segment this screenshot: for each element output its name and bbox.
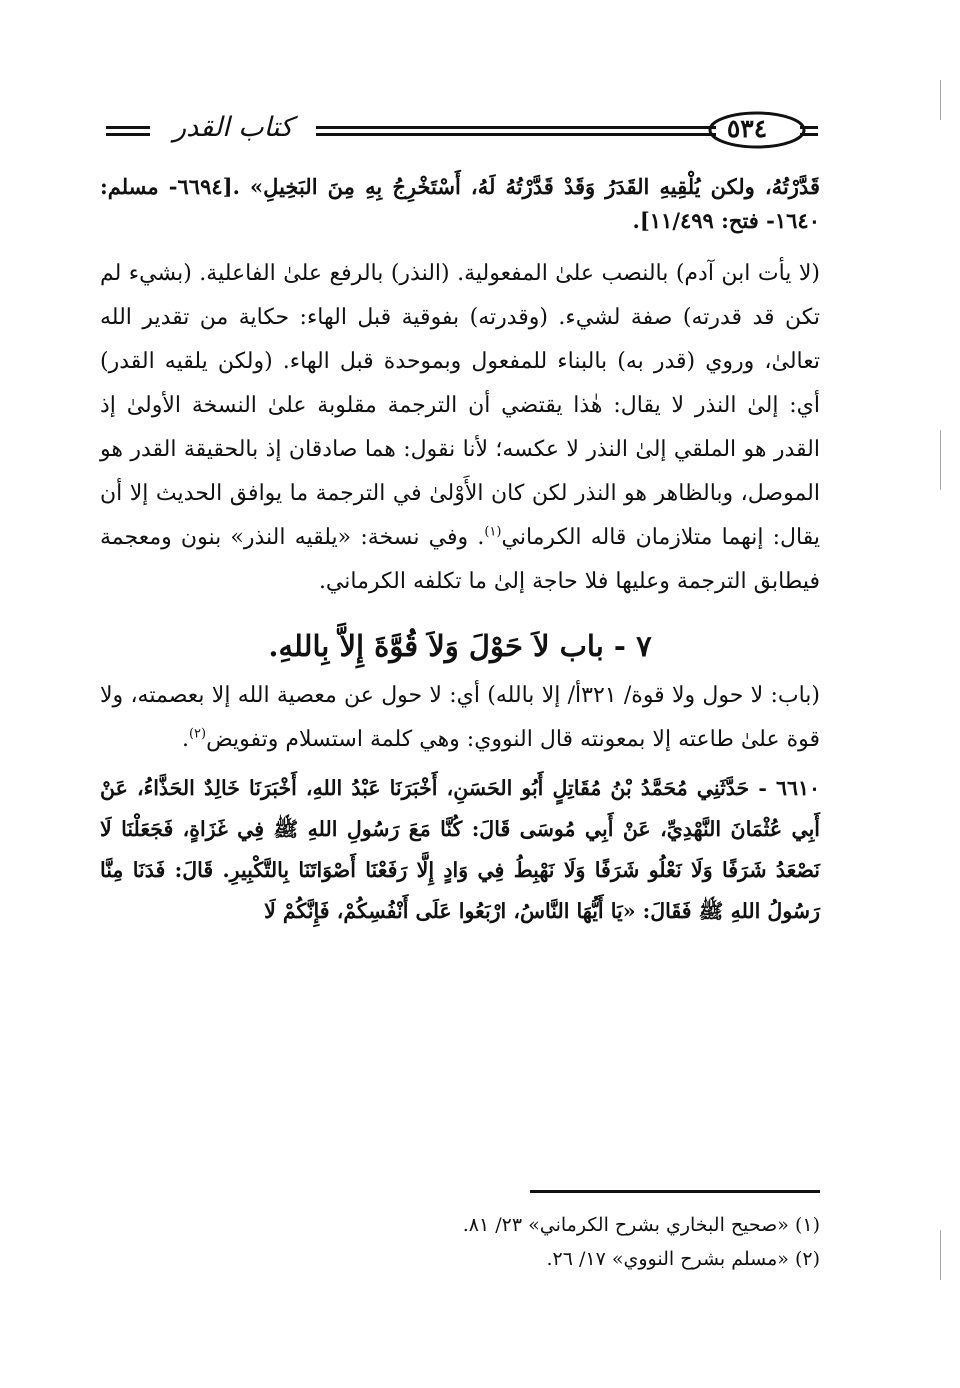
chapter-heading: ٧ - باب لاَ حَوْلَ وَلاَ قُوَّةَ إِلاَّ بِاللهِ. — [268, 629, 652, 663]
commentary-text: (لا يأت ابن آدم) بالنصب علىٰ المفعولية. (النذر) بالرفع علىٰ الفاعلية. (بشيء لم تكن قد قدرته) صفة لشيء. (وقدرته) بفوقية قبل الهاء: حكاية من تقدير الله تعالىٰ، وروي (قدر به) بالبناء للمفعول وبموحدة قبل الهاء. (ولكن يلقيه القدر) أي: إلىٰ النذر لا يقال: هٰذا يقتضي أن الترجمة مقلوبة علىٰ النسخة الأولىٰ إذ القدر هو الملقي إلىٰ النذر لا عكسه؛ لأنا نقول: هما صادقان إذ بالحقيقة القدر هو الموصل، وبالظاهر هو النذر لكن كان الأَوْلىٰ في الترجمة ما يوافق الحديث إلا أن يقال: إنهما متلازمان قاله الكرماني — [100, 261, 820, 550]
footnote-ref: (٢) — [188, 726, 207, 742]
footnote-divider — [530, 1190, 820, 1193]
chapter-commentary — [100, 674, 820, 762]
scan-edge-mark — [940, 80, 941, 120]
footnote-ref: (١) — [484, 524, 502, 540]
footnotes — [100, 1208, 820, 1276]
chapter-commentary-end: . — [181, 727, 189, 752]
scan-edge-mark — [940, 430, 941, 490]
chapter-commentary-text: (باب: لا حول ولا قوة/ ٣٢١أ/ إلا بالله) أي: لا حول عن معصية الله إلا بعصمته، ولا قوة علىٰ طاعته إلا بمعونته قال النووي: وهي كلمة استسلام وتفويض — [100, 683, 820, 752]
footnote-item: (١) «صحيح البخاري بشرح الكرماني» ٢٣/ ٨١. — [462, 1214, 820, 1236]
scan-edge-mark — [940, 1230, 941, 1280]
commentary-paragraph — [100, 252, 820, 604]
page-number: ٥٣٤ — [726, 114, 768, 143]
page-header — [100, 108, 820, 152]
book-title: كتاب القدر — [150, 108, 316, 148]
commentary-text-end: . وفي نسخة: «يلقيه النذر» بنون ومعجمة فيطابق الترجمة وعليها فلا حاجة إلىٰ ما تكلفه الكرماني. — [100, 525, 820, 594]
footnote-item: (٢) «مسلم بشرح النووي» ١٧/ ٢٦. — [546, 1248, 820, 1270]
hadith-text: ٦٦١٠ - حَدَّثَنِي مُحَمَّدُ بْنُ مُقَاتِلٍ أَبُو الحَسَنِ، أَخْبَرَنَا عَبْدُ اللهِ، أَخْبَرَنَا خَالِدٌ الحَذَّاءُ، عَنْ أَبِي عُثْمَانَ النَّهْدِيِّ، عَنْ أَبِي مُوسَى قَالَ: كُنَّا مَعَ رَسُولِ اللهِ ﷺ فِي غَزَاةٍ، فَجَعَلْنَا لَا نَصْعَدُ شَرَفًا وَلَا نَعْلُو شَرَفًا وَلَا نَهْبِطُ فِي وَادٍ إِلَّا رَفَعْنَا أَصْوَاتَنَا بِالتَّكْبِيرِ. قَالَ: فَدَنَا مِنَّا رَسُولُ اللهِ ﷺ فَقَالَ: «يَا أَيُّهَا النَّاسُ، ارْبَعُوا عَلَى أَنْفُسِكُمْ، فَإِنَّكُمْ لَا — [100, 776, 820, 923]
page-body — [100, 170, 820, 932]
hadith-continuation: قَدَّرْتُهُ، ولكن يُلْقِيهِ القَدَرُ وَقَدْ قَدَّرْتُهُ لَهُ، أَسْتَخْرِجُ بِهِ مِنَ البَخِيلِ» .[٦٦٩٤- مسلم: ١٦٤٠- فتح: ١١/٤٩٩]. — [100, 174, 820, 233]
